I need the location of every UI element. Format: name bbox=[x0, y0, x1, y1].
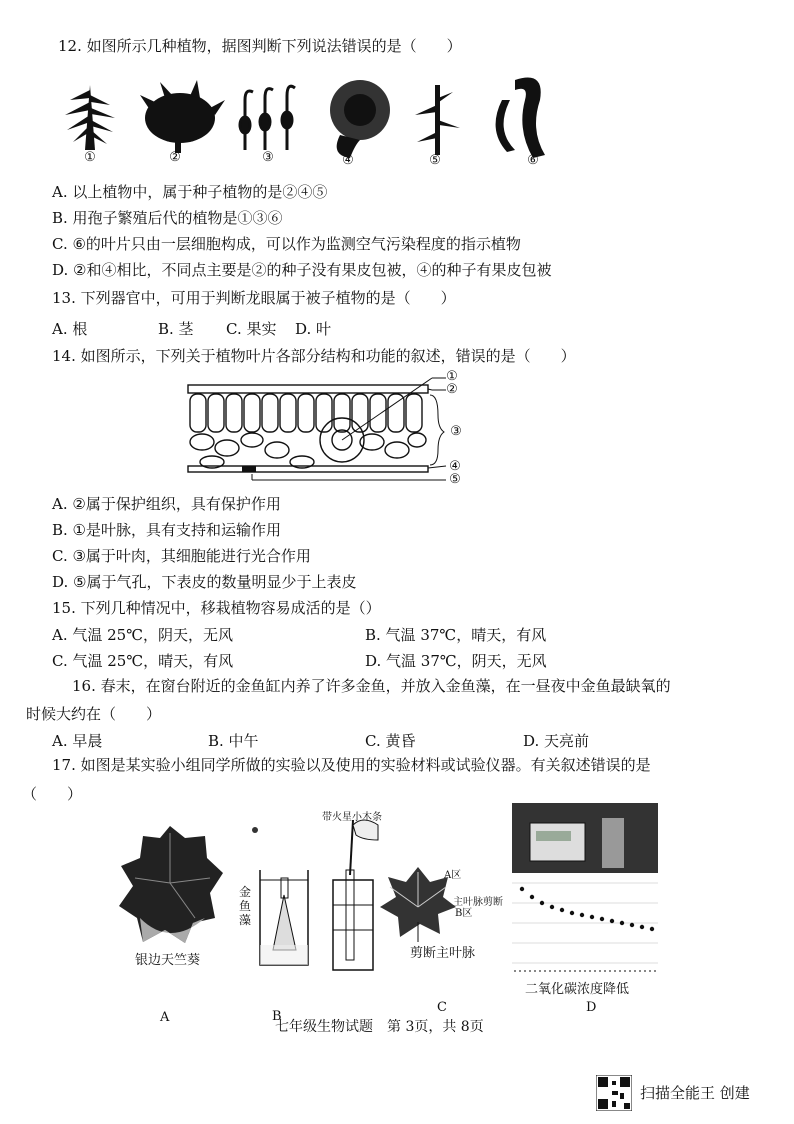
leaf-label-2: ② bbox=[446, 382, 458, 397]
leaf-cross-section-diagram bbox=[182, 370, 472, 485]
fig-c-cut-label: 主叶脉剪断 bbox=[453, 897, 503, 908]
fig-c-b-label: B区 bbox=[455, 908, 473, 919]
leaf-label-1: ① bbox=[446, 369, 458, 384]
fig-label-3: ③ bbox=[262, 150, 274, 165]
fig-label-6: ⑥ bbox=[527, 153, 539, 168]
gymnosperm-image bbox=[140, 80, 225, 153]
q15-stem: 15. 下列几种情况中，移栽植物容易成活的是（） bbox=[52, 599, 381, 617]
moss-image bbox=[240, 86, 295, 150]
q12-plant-figures bbox=[55, 70, 575, 175]
fig-b-stick-label: 带火星小木条 bbox=[322, 812, 382, 823]
q15-option-a: A. 气温 25℃，阴天，无风 bbox=[52, 626, 234, 644]
fig-c-caption: 剪断主叶脉 bbox=[410, 946, 476, 961]
q16-option-d: D. 天亮前 bbox=[523, 732, 590, 750]
q13-option-a: A. 根 bbox=[52, 320, 88, 338]
fig-c-a-label: A区 bbox=[444, 870, 462, 881]
q16-option-a: A. 早晨 bbox=[52, 732, 103, 750]
fig-a-caption: 银边天竺葵 bbox=[135, 953, 201, 968]
q12-option-b: B. 用孢子繁殖后代的植物是①③⑥ bbox=[52, 209, 283, 227]
fig-d-caption: 二氧化碳浓度降低 bbox=[525, 982, 630, 997]
q13-option-d: D. 叶 bbox=[295, 320, 332, 338]
fig-label-2: ② bbox=[169, 150, 181, 165]
palisade-cells bbox=[190, 394, 422, 432]
fig-b-letter: B bbox=[272, 1009, 282, 1024]
q15-option-b: B. 气温 37℃，晴天，有风 bbox=[365, 626, 547, 644]
leaf-label-5: ⑤ bbox=[449, 472, 461, 487]
corn-image bbox=[415, 85, 460, 155]
q15-option-d: D. 气温 37℃，阴天，无风 bbox=[365, 652, 547, 670]
q17-stem-line2: （ ） bbox=[22, 785, 83, 803]
q13-option-c: C. 果实 bbox=[226, 320, 277, 338]
fig-label-1: ① bbox=[84, 150, 96, 165]
leaf-label-3: ③ bbox=[450, 424, 462, 439]
q16-option-b: B. 中午 bbox=[208, 732, 259, 750]
fig-d-letter: D bbox=[586, 1000, 597, 1015]
q15-option-c: C. 气温 25℃，晴天，有风 bbox=[52, 652, 234, 670]
fern-image bbox=[65, 85, 115, 150]
leaf-label-4: ④ bbox=[449, 459, 461, 474]
q16-option-c: C. 黄昏 bbox=[365, 732, 416, 750]
q16-stem-line1: 16. 春末，在窗台附近的金鱼缸内养了许多金鱼，并放入金鱼藻，在一昼夜中金鱼最缺氧的 bbox=[72, 677, 671, 695]
qr-code-icon bbox=[596, 1075, 632, 1111]
variegated-geranium-leaf bbox=[115, 818, 225, 958]
q13-stem: 13. 下列器官中，可用于判断龙眼属于被子植物的是（ ） bbox=[52, 289, 456, 307]
fig-label-4: ④ bbox=[342, 153, 354, 168]
q12-option-c: C. ⑥的叶片只由一层细胞构成，可以作为监测空气污染程度的指示植物 bbox=[52, 235, 521, 253]
q13-option-b: B. 茎 bbox=[158, 320, 194, 338]
q12-option-d: D. ②和④相比，不同点主要是②的种子没有果皮包被，④的种子有果皮包被 bbox=[52, 261, 552, 279]
q14-option-b: B. ①是叶脉，具有支持和运输作用 bbox=[52, 521, 282, 539]
q12-option-a: A. 以上植物中，属于种子植物的是②④⑤ bbox=[52, 183, 328, 201]
page-footer: 七年级生物试题 第 3页，共 8页 bbox=[275, 1019, 484, 1035]
q14-option-a: A. ②属于保护组织，具有保护作用 bbox=[52, 495, 281, 513]
stoma bbox=[242, 466, 256, 472]
q12-stem: 12. 如图所示几种植物，据图判断下列说法错误的是（ ） bbox=[58, 37, 462, 55]
fig-label-5: ⑤ bbox=[429, 153, 441, 168]
fig-c-letter: C bbox=[437, 1000, 447, 1015]
co2-sensor-graph bbox=[512, 803, 660, 993]
q14-stem: 14. 如图所示，下列关于植物叶片各部分结构和功能的叙述，错误的是（ ） bbox=[52, 347, 576, 365]
q16-stem-line2: 时候大约在（ ） bbox=[26, 705, 162, 723]
q14-option-d: D. ⑤属于气孔，下表皮的数量明显少于上表皮 bbox=[52, 573, 357, 591]
seaweed-image bbox=[496, 78, 545, 159]
q14-option-c: C. ③属于叶肉，其细胞能进行光合作用 bbox=[52, 547, 311, 565]
sunflower-image bbox=[330, 80, 390, 158]
fig-b-plant-label: 金鱼藻 bbox=[239, 885, 252, 927]
spongy-cells bbox=[190, 433, 426, 468]
fig-a-letter: A bbox=[160, 1010, 170, 1025]
q17-stem-line1: 17. 如图是某实验小组同学所做的实验以及使用的实验材料或试验仪器。有关叙述错误的是 bbox=[52, 756, 651, 774]
scanner-watermark: 扫描全能王 创建 bbox=[640, 1084, 750, 1102]
